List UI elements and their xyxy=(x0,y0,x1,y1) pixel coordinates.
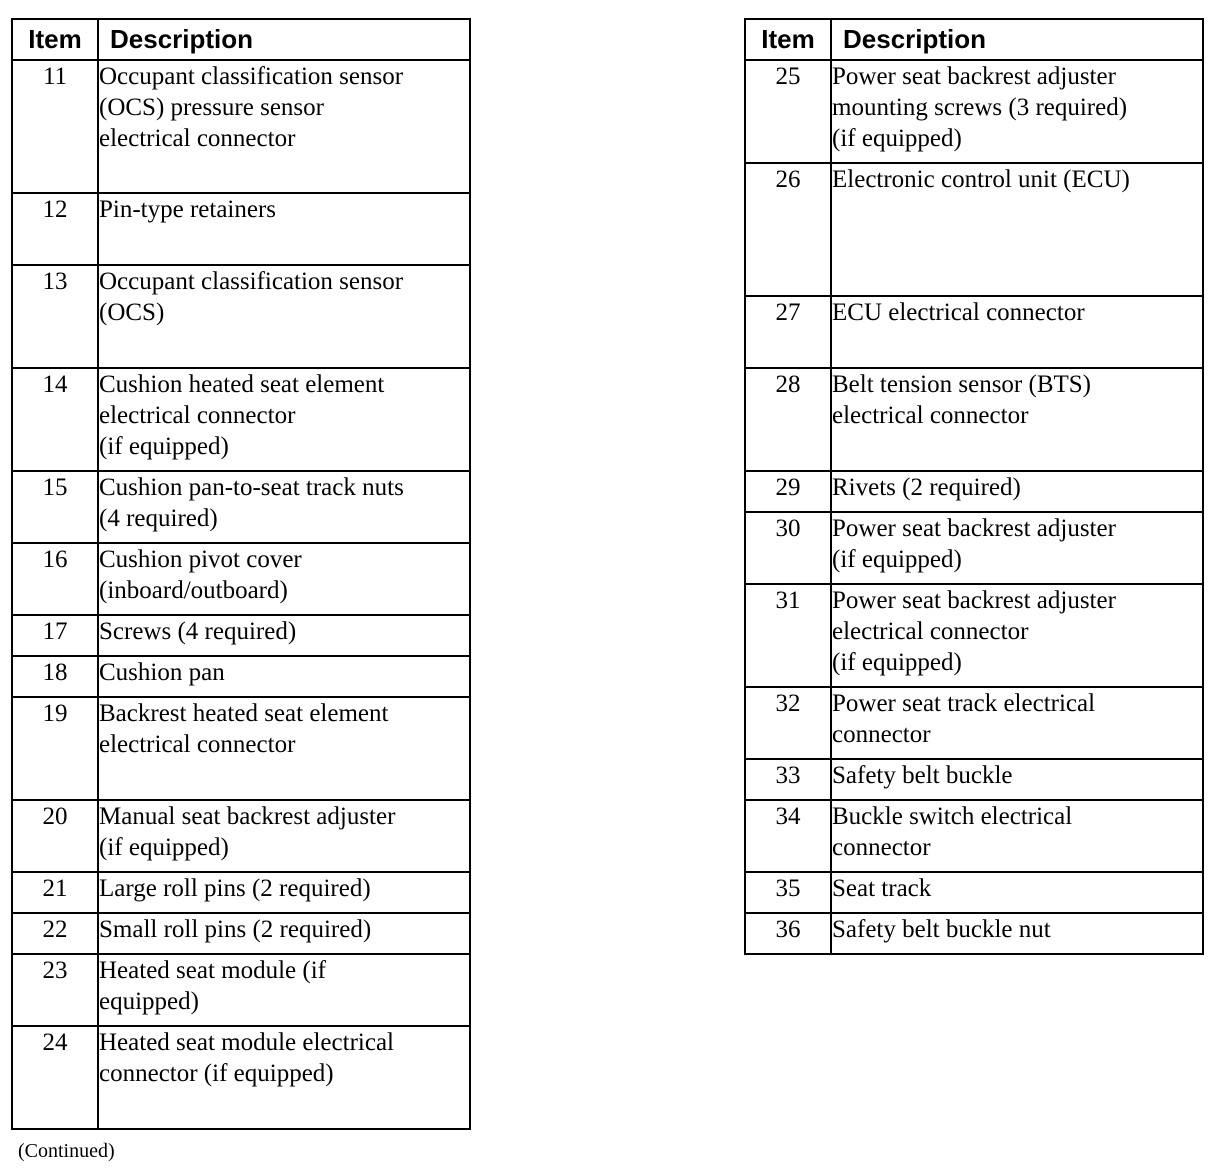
item-number: 35 xyxy=(745,872,831,913)
table-row xyxy=(745,872,1203,913)
table-row xyxy=(745,800,1203,872)
table-row xyxy=(12,656,470,697)
item-number: 13 xyxy=(12,265,98,368)
item-description: ECU electrical connector xyxy=(831,296,1203,368)
table-row xyxy=(745,512,1203,584)
table-row xyxy=(12,954,470,1026)
item-number: 31 xyxy=(745,584,831,687)
item-description: Large roll pins (2 required) xyxy=(98,872,470,913)
item-description: Backrest heated seat element electrical connector xyxy=(98,697,470,800)
table-row xyxy=(745,296,1203,368)
item-description: Power seat backrest adjuster electrical connector (if equipped) xyxy=(831,584,1203,687)
item-description: Occupant classification sensor (OCS) pressure sensor electrical connector xyxy=(98,60,470,193)
item-description: Manual seat backrest adjuster (if equipped) xyxy=(98,800,470,872)
item-description: Power seat backrest adjuster mounting screws (3 required) (if equipped) xyxy=(831,60,1203,163)
item-description: Cushion pivot cover (inboard/outboard) xyxy=(98,543,470,615)
table-row xyxy=(12,60,470,193)
table-row xyxy=(12,800,470,872)
item-number: 11 xyxy=(12,60,98,193)
item-description: Cushion pan xyxy=(98,656,470,697)
item-description: Heated seat module electrical connector (if equipped) xyxy=(98,1026,470,1129)
table-row xyxy=(12,615,470,656)
table-row xyxy=(12,471,470,543)
item-column-header: Item xyxy=(12,19,98,60)
item-description: Rivets (2 required) xyxy=(831,471,1203,512)
item-description: Electronic control unit (ECU) xyxy=(831,163,1203,296)
item-number: 34 xyxy=(745,800,831,872)
table-row xyxy=(745,60,1203,163)
item-number: 27 xyxy=(745,296,831,368)
description-column-header: Description xyxy=(98,19,470,60)
table-row xyxy=(745,163,1203,296)
item-description: Safety belt buckle nut xyxy=(831,913,1203,954)
item-number: 30 xyxy=(745,512,831,584)
table-row xyxy=(12,697,470,800)
table-row xyxy=(12,368,470,471)
item-number: 17 xyxy=(12,615,98,656)
item-number: 36 xyxy=(745,913,831,954)
header-row xyxy=(745,19,1203,60)
item-description: Power seat track electrical connector xyxy=(831,687,1203,759)
item-description: Small roll pins (2 required) xyxy=(98,913,470,954)
item-number: 23 xyxy=(12,954,98,1026)
description-column-header: Description xyxy=(831,19,1203,60)
table-row xyxy=(745,759,1203,800)
left-parts-table xyxy=(11,18,471,1130)
item-description: Seat track xyxy=(831,872,1203,913)
item-number: 28 xyxy=(745,368,831,471)
item-number: 29 xyxy=(745,471,831,512)
table-row xyxy=(12,1026,470,1129)
item-number: 24 xyxy=(12,1026,98,1129)
item-column-header: Item xyxy=(745,19,831,60)
item-description: Power seat backrest adjuster (if equipped) xyxy=(831,512,1203,584)
table-row xyxy=(745,471,1203,512)
item-description: Pin-type retainers xyxy=(98,193,470,265)
item-description: Belt tension sensor (BTS) electrical connector xyxy=(831,368,1203,471)
table-row xyxy=(12,265,470,368)
item-number: 26 xyxy=(745,163,831,296)
item-number: 19 xyxy=(12,697,98,800)
item-number: 16 xyxy=(12,543,98,615)
item-description: Screws (4 required) xyxy=(98,615,470,656)
table-row xyxy=(12,913,470,954)
item-number: 12 xyxy=(12,193,98,265)
header-row xyxy=(12,19,470,60)
item-description: Buckle switch electrical connector xyxy=(831,800,1203,872)
table-row xyxy=(12,193,470,265)
item-number: 18 xyxy=(12,656,98,697)
table-row xyxy=(745,584,1203,687)
item-number: 20 xyxy=(12,800,98,872)
item-number: 33 xyxy=(745,759,831,800)
item-number: 32 xyxy=(745,687,831,759)
table-row xyxy=(12,872,470,913)
item-number: 25 xyxy=(745,60,831,163)
continued-note: (Continued) xyxy=(18,1140,115,1162)
table-row xyxy=(745,913,1203,954)
table-row xyxy=(12,543,470,615)
item-number: 22 xyxy=(12,913,98,954)
item-number: 15 xyxy=(12,471,98,543)
item-number: 14 xyxy=(12,368,98,471)
item-description: Heated seat module (if equipped) xyxy=(98,954,470,1026)
item-description: Occupant classification sensor (OCS) xyxy=(98,265,470,368)
right-parts-table xyxy=(744,18,1204,955)
item-description: Cushion pan-to-seat track nuts (4 required) xyxy=(98,471,470,543)
table-row xyxy=(745,368,1203,471)
table-row xyxy=(745,687,1203,759)
item-description: Safety belt buckle xyxy=(831,759,1203,800)
item-description: Cushion heated seat element electrical connector (if equipped) xyxy=(98,368,470,471)
item-number: 21 xyxy=(12,872,98,913)
